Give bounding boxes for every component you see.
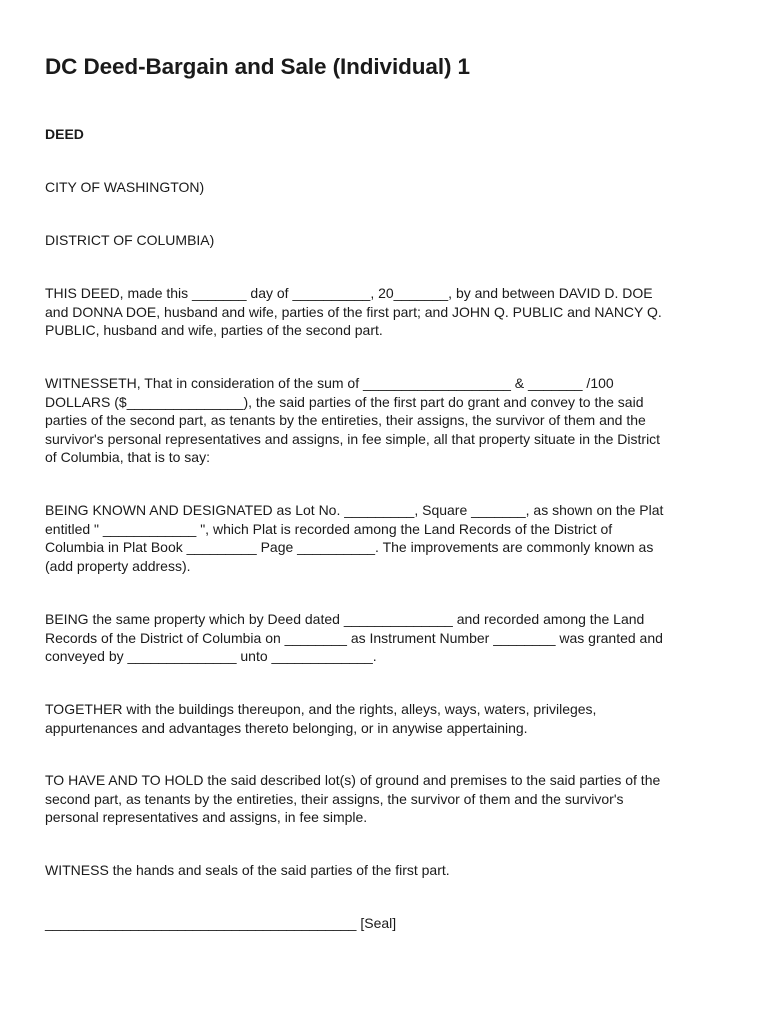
text-line: second part, as tenants by the entireties, their assigns, the survivor of them and the survivor's — [45, 790, 624, 807]
text-line: entitled " ____________ ", which Plat is recorded among the Land Records of the District of — [45, 520, 613, 537]
witnesseth-paragraph — [45, 374, 725, 467]
parties-paragraph — [45, 284, 725, 340]
text-line: Records of the District of Columbia on ________ as Instrument Number ________ was granted and — [45, 629, 663, 646]
text-line: Columbia in Plat Book _________ Page __________. The improvements are commonly known as — [45, 539, 654, 555]
text-line: BEING KNOWN AND DESIGNATED as Lot No. _________, Square _______, as shown on the Plat — [45, 502, 664, 518]
text-line: (add property address). — [45, 557, 191, 574]
text-line: WITNESS the hands and seals of the said parties of the first part. — [45, 862, 450, 878]
text-line: conveyed by ______________ unto _____________. — [45, 648, 377, 664]
text-line: BEING the same property which by Deed dated ______________ and recorded among the Land — [45, 611, 645, 627]
text-line: and DONNA DOE, husband and wife, parties of the first part; and JOHN Q. PUBLIC and NANCY Q. — [45, 303, 662, 320]
text-line: parties of the second part, as tenants by the entireties, their assigns, the survivor of them and the — [45, 412, 646, 428]
deed-heading: DEED — [45, 126, 84, 142]
text-line: personal representatives and assigns, in fee simple. — [45, 809, 368, 825]
city-line: CITY OF WASHINGTON) — [45, 179, 205, 195]
text-line: of Columbia, that is to say: — [45, 449, 210, 465]
district-line: DISTRICT OF COLUMBIA) — [45, 232, 215, 248]
witness-paragraph — [45, 861, 725, 880]
text-line: survivor's personal representatives and assigns, in fee simple, all that property situate in the District — [45, 430, 661, 447]
seal-signature-line: ________________________________________ [Seal] — [45, 915, 397, 931]
text-line: TOGETHER with the buildings thereupon, and the rights, alleys, ways, waters, privileges, — [45, 701, 597, 717]
text-line: WITNESSETH, That in consideration of the sum of ___________________ & _______ /100 — [45, 375, 614, 391]
together-paragraph — [45, 700, 725, 737]
signature-line — [45, 914, 725, 933]
text-line: appurtenances and advantages thereto belonging, or in anywise appertaining. — [45, 719, 528, 736]
text-line: THIS DEED, made this _______ day of __________, 20_______, by and between DAVID D. DOE — [45, 285, 653, 301]
property-description-paragraph — [45, 501, 725, 575]
text-line: TO HAVE AND TO HOLD the said described lot(s) of ground and premises to the said parties of the — [45, 772, 661, 788]
text-line: DOLLARS ($_______________), the said parties of the first part do grant and convey to the said — [45, 393, 644, 410]
prior-deed-paragraph — [45, 610, 725, 666]
habendum-paragraph — [45, 771, 725, 827]
document-title: DC Deed-Bargain and Sale (Individual) 1 — [45, 54, 470, 79]
text-line: PUBLIC, husband and wife, parties of the second part. — [45, 322, 383, 338]
